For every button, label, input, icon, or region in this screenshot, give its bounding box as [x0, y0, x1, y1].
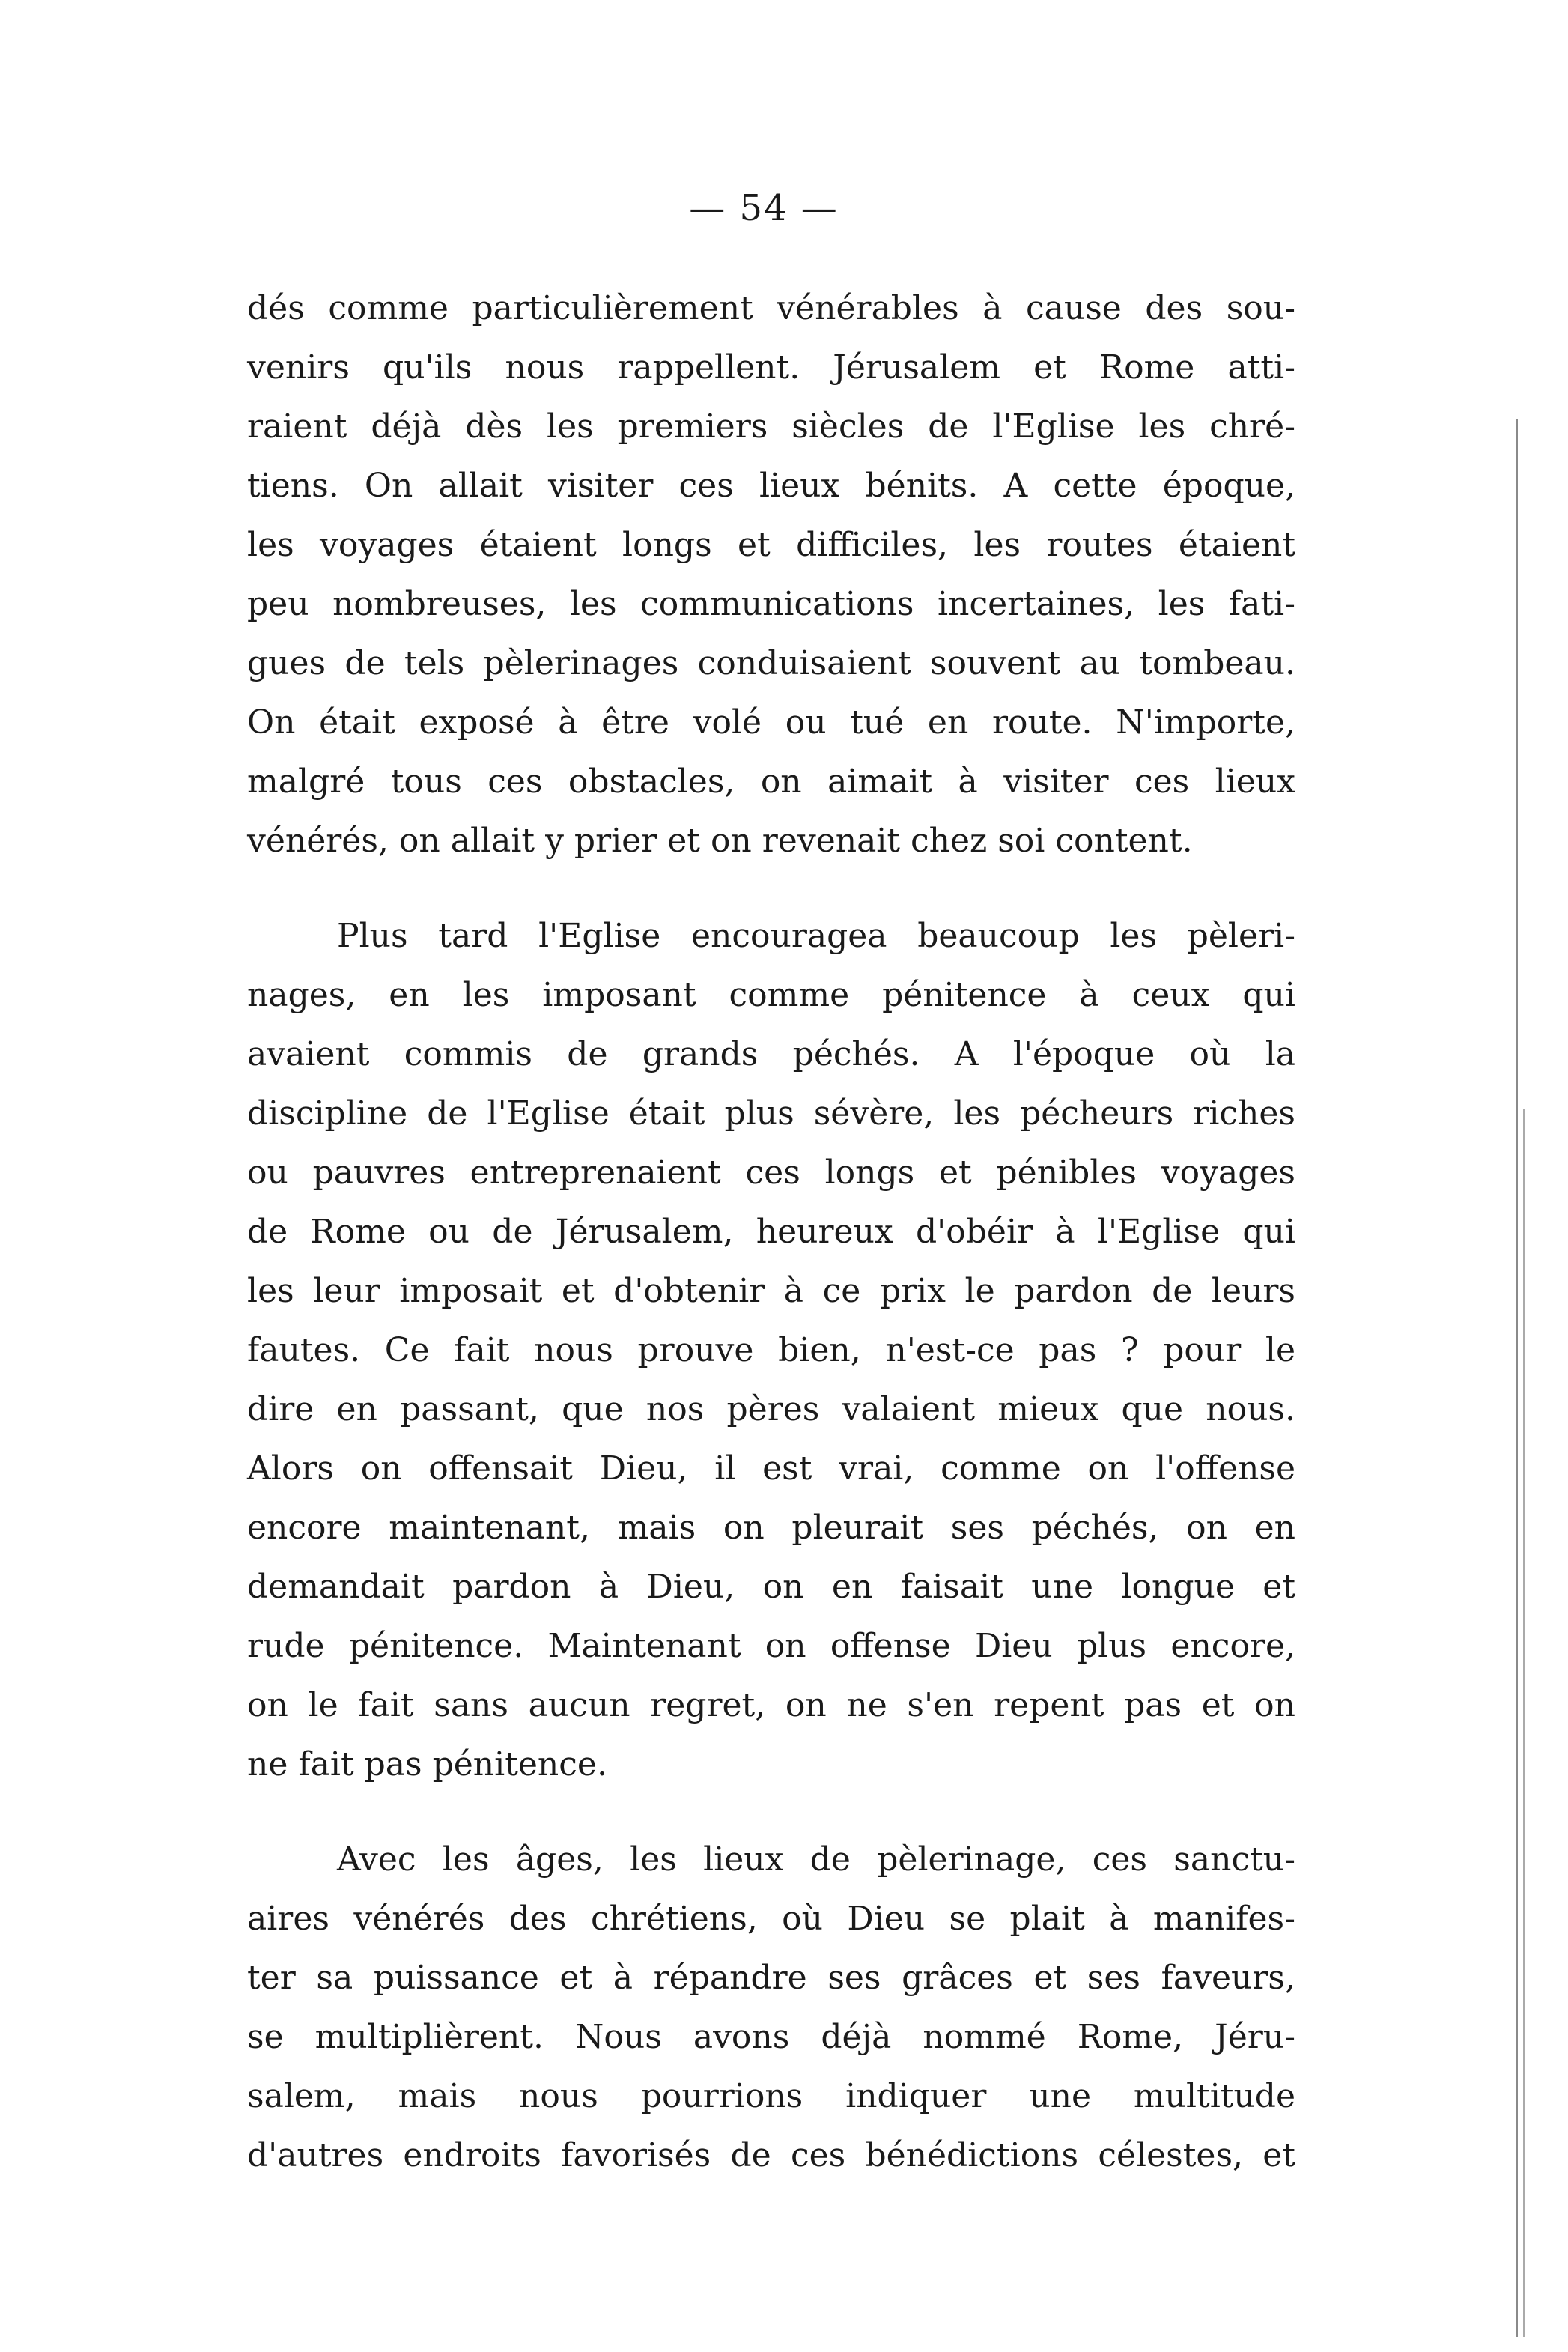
- text-line: vénérés, on allait y prier et on revenait chez soi content.: [247, 822, 1193, 860]
- text-line: aires vénérés des chrétiens, où Dieu se plait à manifes-: [247, 1900, 1295, 1938]
- text-line: dire en passant, que nos pères valaient mieux que nous.: [247, 1390, 1295, 1428]
- text-line: ou pauvres entreprenaient ces longs et pénibles voyages: [247, 1154, 1295, 1192]
- text-line: ne fait pas pénitence.: [247, 1745, 607, 1783]
- text-line: fautes. Ce fait nous prouve bien, n'est-ce pas ? pour le: [247, 1331, 1295, 1369]
- text-line: tiens. On allait visiter ces lieux bénits. A cette époque,: [247, 467, 1295, 505]
- text-line: on le fait sans aucun regret, on ne s'en repent pas et on: [247, 1686, 1295, 1724]
- text-line: les leur imposait et d'obtenir à ce prix le pardon de leurs: [247, 1272, 1295, 1310]
- text-line: Avec les âges, les lieux de pèlerinage, ces sanctu-: [337, 1840, 1295, 1879]
- text-line: gues de tels pèlerinages conduisaient souvent au tombeau.: [247, 644, 1295, 682]
- text-line: Plus tard l'Eglise encouragea beaucoup les pèleri-: [337, 917, 1295, 955]
- text-line: de Rome ou de Jérusalem, heureux d'obéir à l'Eglise qui: [247, 1213, 1295, 1251]
- text-line: ter sa puissance et à répandre ses grâces et ses faveurs,: [247, 1959, 1295, 1997]
- text-line: nages, en les imposant comme pénitence à ceux qui: [247, 976, 1295, 1014]
- text-line: d'autres endroits favorisés de ces bénédictions célestes, et: [247, 2136, 1295, 2174]
- paragraph-2: [247, 906, 1295, 1794]
- text-line: venirs qu'ils nous rappellent. Jérusalem et Rome atti-: [247, 348, 1295, 387]
- body-text: [247, 279, 1295, 2185]
- text-line: rude pénitence. Maintenant on offense Dieu plus encore,: [247, 1627, 1295, 1665]
- text-line: peu nombreuses, les communications incertaines, les fati-: [247, 585, 1295, 623]
- page-edge-line: [1516, 419, 1518, 2337]
- text-line: se multiplièrent. Nous avons déjà nommé Rome, Jéru-: [247, 2018, 1295, 2056]
- paragraph-1: [247, 279, 1295, 870]
- text-line: discipline de l'Eglise était plus sévère, les pécheurs riches: [247, 1094, 1295, 1133]
- text-line: On était exposé à être volé ou tué en route. N'importe,: [247, 703, 1295, 742]
- text-line: malgré tous ces obstacles, on aimait à visiter ces lieux: [247, 763, 1295, 801]
- text-line: avaient commis de grands péchés. A l'époque où la: [247, 1035, 1295, 1073]
- text-line: demandait pardon à Dieu, on en faisait une longue et: [247, 1568, 1295, 1606]
- text-line: raient déjà dès les premiers siècles de l'Eglise les chré-: [247, 407, 1295, 446]
- text-line: dés comme particulièrement vénérables à cause des sou-: [247, 289, 1295, 327]
- paragraph-3: [247, 1830, 1295, 2185]
- text-line: encore maintenant, mais on pleurait ses péchés, on en: [247, 1509, 1295, 1547]
- page-number: — 54 —: [689, 187, 839, 229]
- text-line: Alors on offensait Dieu, il est vrai, comme on l'offense: [247, 1449, 1295, 1488]
- page-edge-line: [1523, 1109, 1525, 2337]
- text-line: salem, mais nous pourrions indiquer une multitude: [247, 2077, 1295, 2115]
- text-line: les voyages étaient longs et difficiles, les routes étaient: [247, 526, 1295, 564]
